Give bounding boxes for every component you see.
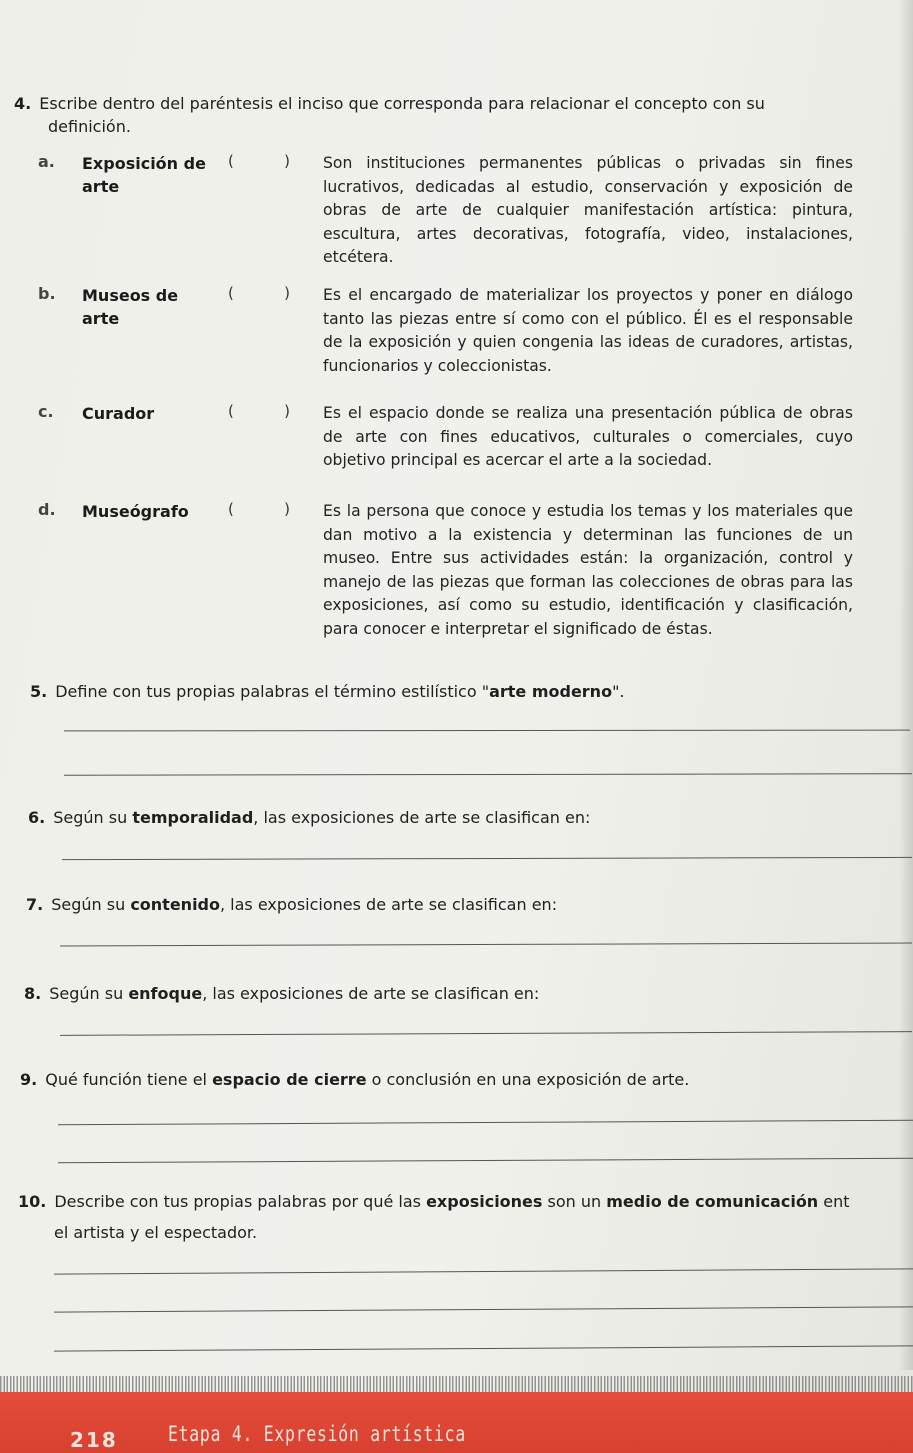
- item-term: Museógrafo: [82, 502, 189, 521]
- item-letter: d.: [38, 500, 56, 519]
- item-definition: Es la persona que conoce y estudia los temas y los materiales que dan motivo a la existencia y determinan las funciones de un museo. Entre sus actividades están: la organización, control y manejo de las piezas que forman las colecciones de obras para las exposiciones, así como su estudio, identificación y clasificación, para conocer e interpretar el significado de éstas.: [323, 502, 853, 638]
- decorative-dotted-band: [0, 1376, 913, 1392]
- question-number: 8.: [24, 984, 42, 1003]
- question-4: [14, 92, 834, 138]
- item-term: Curador: [82, 404, 155, 423]
- answer-line[interactable]: [54, 1268, 913, 1274]
- question-10: 10. Describe con tus propias palabras por qué las exposiciones son un medio de comunicación ent: [18, 1192, 850, 1211]
- match-item-a: [38, 152, 868, 267]
- question-8: 8. Según su enfoque, las exposiciones de arte se clasifican en:: [24, 984, 540, 1003]
- question-number: 7.: [26, 895, 44, 914]
- question-number: 9.: [20, 1070, 38, 1089]
- page-number: 218: [70, 1428, 118, 1452]
- item-letter: a.: [38, 152, 55, 171]
- answer-line[interactable]: [54, 1306, 913, 1312]
- answer-parentheses[interactable]: ( ): [228, 402, 290, 420]
- item-definition: Es el encargado de materializar los proyectos y poner en diálogo tanto las piezas entre sí como con el público. Él es el responsable de la exposición y quien congenia las ideas de curadores, artistas, funcionarios y coleccionistas.: [323, 286, 853, 375]
- footer-title: Etapa 4. Expresión artística: [168, 1422, 466, 1446]
- answer-line[interactable]: [54, 1345, 913, 1351]
- question-number: 6.: [28, 808, 46, 827]
- answer-line[interactable]: [64, 773, 912, 775]
- question-text: Escribe dentro del paréntesis el inciso que corresponda para relacionar el concepto con su definición.: [39, 94, 765, 136]
- answer-line[interactable]: [60, 1031, 912, 1036]
- question-10-continuation: el artista y el espectador.: [54, 1223, 258, 1242]
- question-6: 6. Según su temporalidad, las exposiciones de arte se clasifican en:: [28, 808, 591, 827]
- match-item-b: [38, 284, 868, 379]
- item-definition: Son instituciones permanentes públicas o privadas sin fines lucrativos, dedicadas al estudio, conservación y exposición de obras de arte de cualquier manifestación artística: pintura, escultura, artes decorativas, fotografía, video, instalaciones, etcétera.: [323, 154, 853, 266]
- item-letter: c.: [38, 402, 54, 421]
- question-number: 5.: [30, 682, 48, 701]
- answer-line[interactable]: [58, 1120, 913, 1125]
- page-footer: [0, 1392, 913, 1453]
- question-number: 4.: [14, 94, 32, 113]
- item-definition: Es el espacio donde se realiza una presentación pública de obras de arte con fines educativos, culturales o comerciales, cuyo objetivo principal es acercar el arte a la sociedad.: [323, 404, 853, 469]
- answer-parentheses[interactable]: ( ): [228, 152, 290, 170]
- page-edge-shadow: [899, 0, 913, 1370]
- answer-line[interactable]: [60, 943, 912, 947]
- question-9: 9. Qué función tiene el espacio de cierre o conclusión en una exposición de arte.: [20, 1070, 690, 1089]
- match-item-d: [38, 500, 868, 642]
- item-term: Museos de arte: [82, 286, 179, 328]
- question-number: 10.: [18, 1192, 47, 1211]
- match-item-c: [38, 402, 868, 474]
- answer-parentheses[interactable]: ( ): [228, 500, 290, 518]
- answer-line[interactable]: [62, 857, 912, 860]
- question-7: 7. Según su contenido, las exposiciones de arte se clasifican en:: [26, 895, 558, 914]
- item-term: Exposición de arte: [82, 154, 206, 196]
- question-5: 5. Define con tus propias palabras el término estilístico "arte moderno".: [30, 682, 625, 701]
- item-letter: b.: [38, 284, 56, 303]
- answer-line[interactable]: [64, 730, 910, 732]
- answer-parentheses[interactable]: ( ): [228, 284, 290, 302]
- answer-line[interactable]: [58, 1158, 913, 1163]
